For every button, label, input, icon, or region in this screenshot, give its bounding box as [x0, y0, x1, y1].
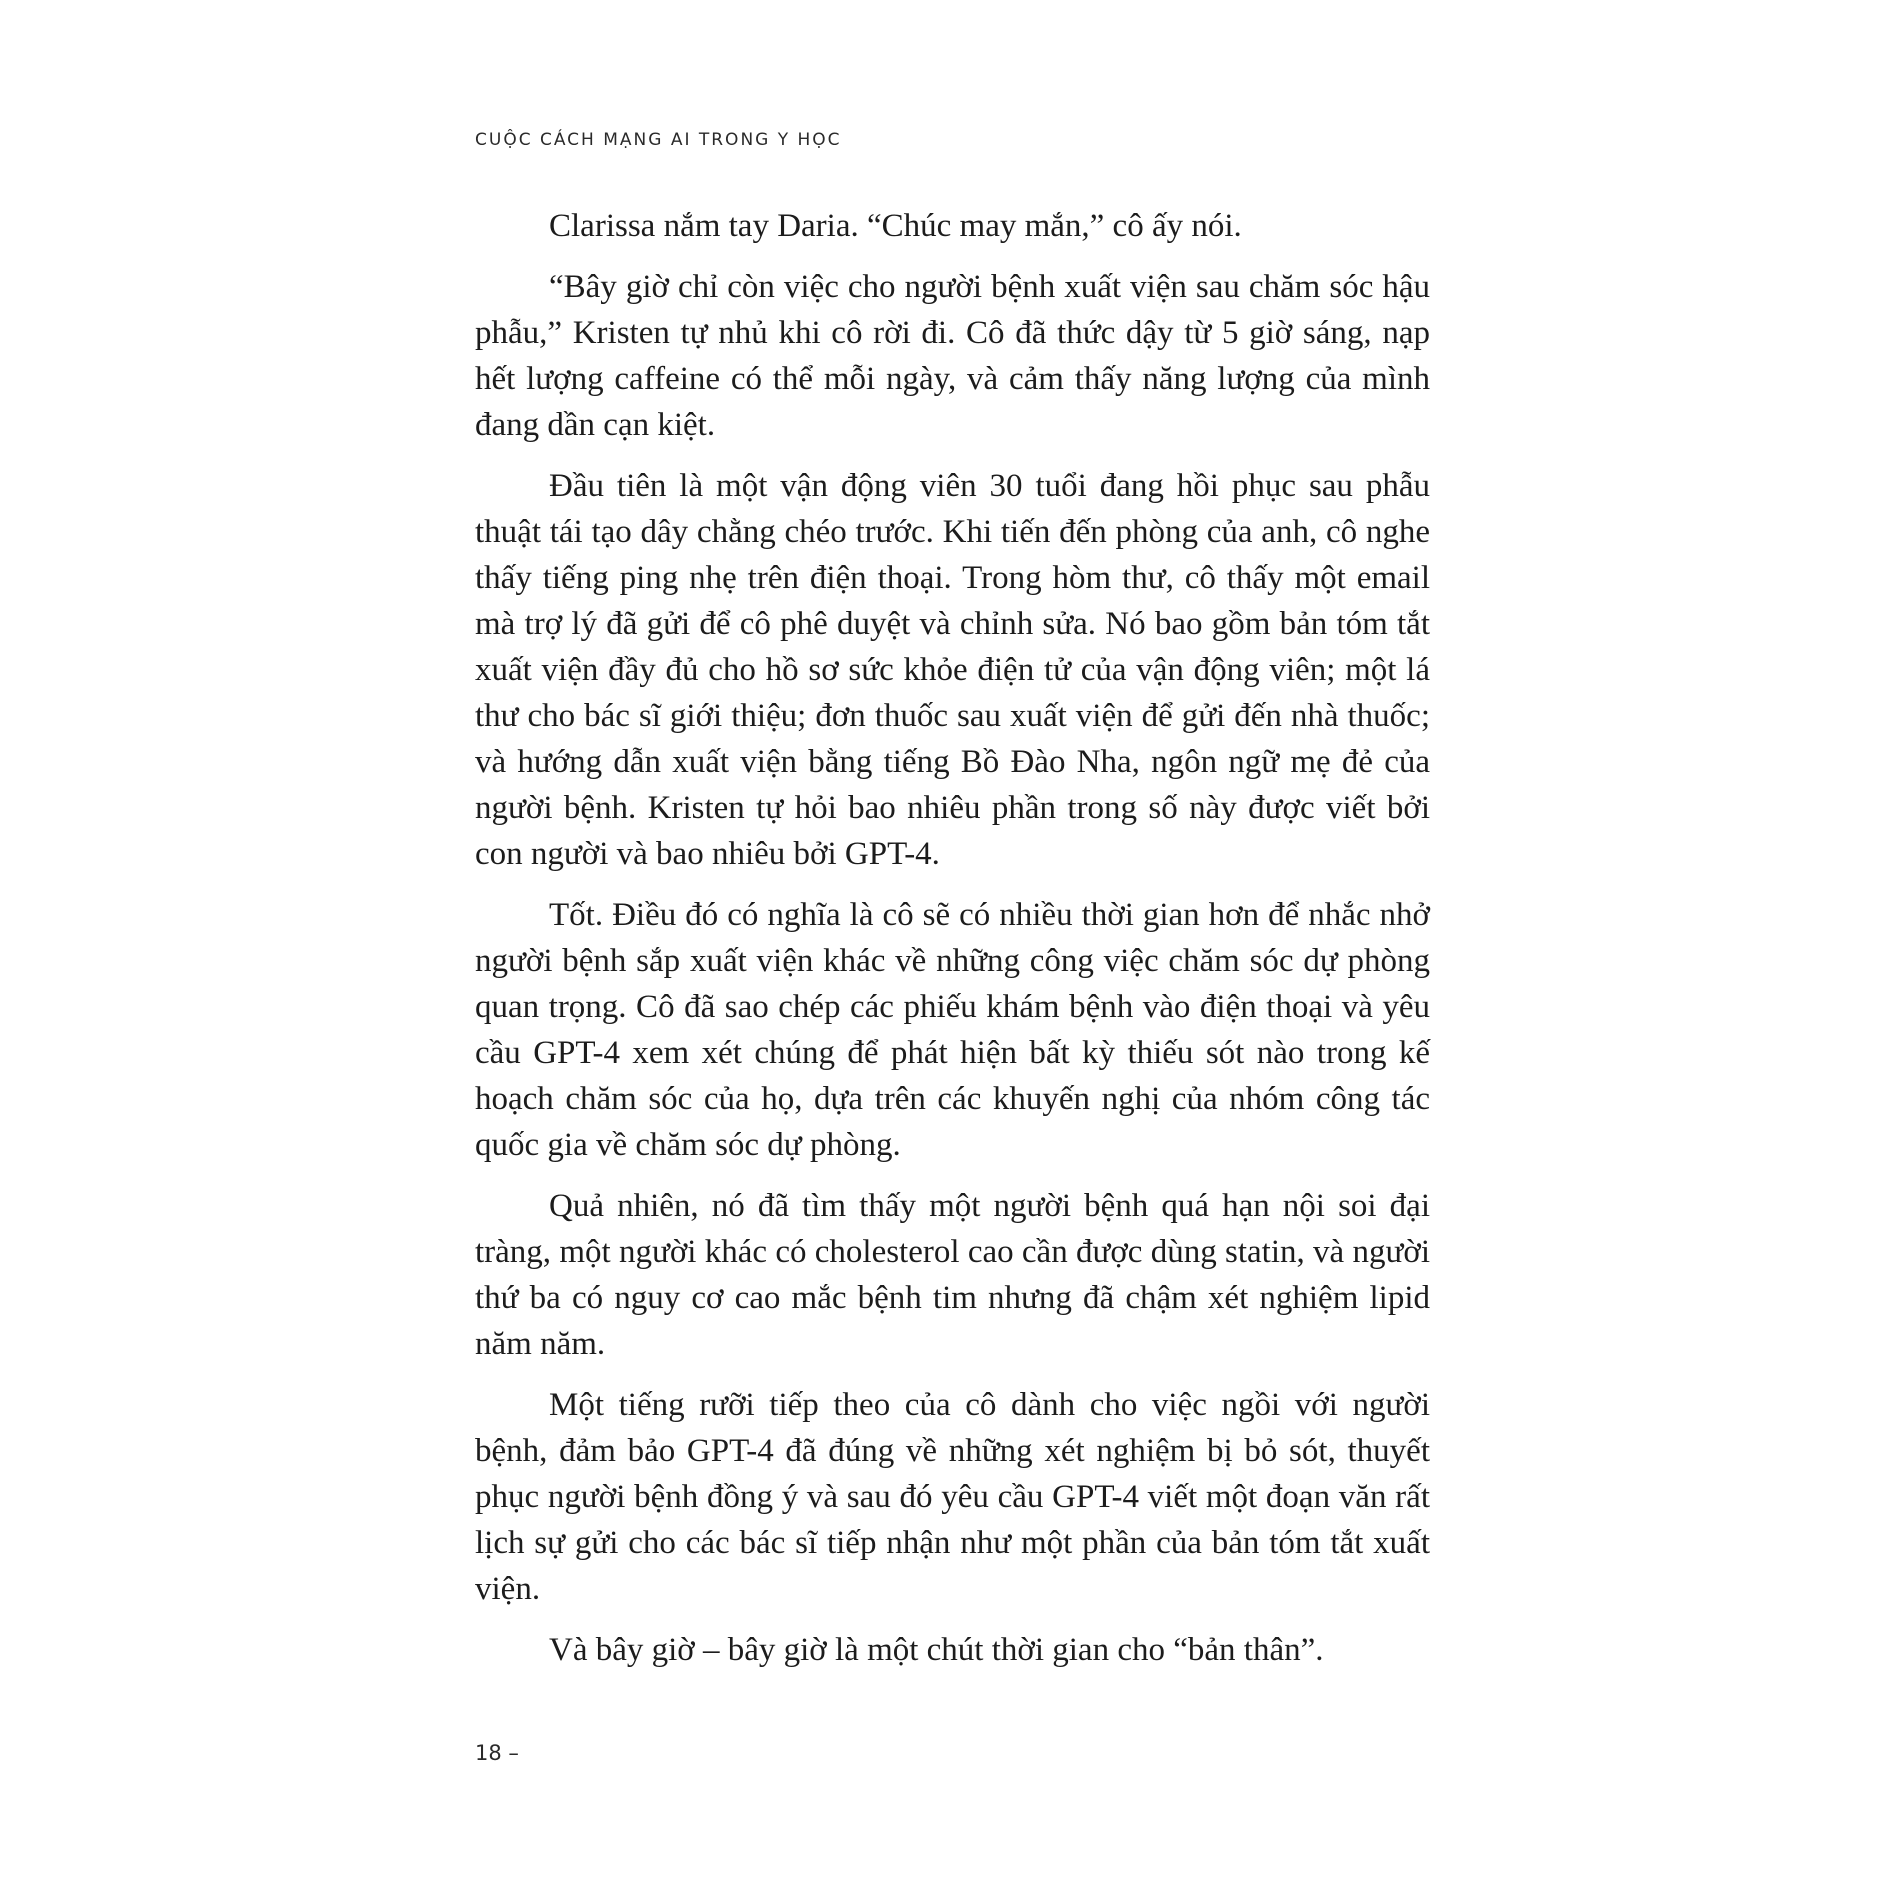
paragraph: Đầu tiên là một vận động viên 30 tuổi đang hồi phục sau phẫu thuật tái tạo dây chằng chéo trước. Khi tiến đến phòng của anh, cô nghe thấy tiếng ping nhẹ trên điện thoại. Trong hòm thư, cô thấy một email mà trợ lý đã gửi để cô phê duyệt và chỉnh sửa. Nó bao gồm bản tóm tắt xuất viện đầy đủ cho hồ sơ sức khỏe điện tử của vận động viên; một lá thư cho bác sĩ giới thiệu; đơn thuốc sau xuất viện để gửi đến nhà thuốc; và hướng dẫn xuất viện bằng tiếng Bồ Đào Nha, ngôn ngữ mẹ đẻ của người bệnh. Kristen tự hỏi bao nhiêu phần trong số này được viết bởi con người và bao nhiêu bởi GPT-4. [475, 468, 1430, 872]
paragraph: Và bây giờ – bây giờ là một chút thời gian cho “bản thân”. [549, 1632, 1324, 1668]
running-header: CUỘC CÁCH MẠNG AI TRONG Y HỌC [475, 130, 842, 150]
paragraph: Tốt. Điều đó có nghĩa là cô sẽ có nhiều thời gian hơn để nhắc nhở người bệnh sắp xuất viện khác về những công việc chăm sóc dự phòng quan trọng. Cô đã sao chép các phiếu khám bệnh vào điện thoại và yêu cầu GPT-4 xem xét chúng để phát hiện bất kỳ thiếu sót nào trong kế hoạch chăm sóc của họ, dựa trên các khuyến nghị của nhóm công tác quốc gia về chăm sóc dự phòng. [475, 897, 1430, 1163]
paragraph: Clarissa nắm tay Daria. “Chúc may mắn,” cô ấy nói. [549, 208, 1242, 244]
paragraph: Một tiếng rưỡi tiếp theo của cô dành cho việc ngồi với người bệnh, đảm bảo GPT-4 đã đúng về những xét nghiệm bị bỏ sót, thuyết phục người bệnh đồng ý và sau đó yêu cầu GPT-4 viết một đoạn văn rất lịch sự gửi cho các bác sĩ tiếp nhận như một phần của bản tóm tắt xuất viện. [475, 1387, 1430, 1607]
body-text [475, 203, 1430, 1673]
page-number: 18 – [475, 1741, 519, 1765]
paragraph: Quả nhiên, nó đã tìm thấy một người bệnh quá hạn nội soi đại tràng, một người khác có cholesterol cao cần được dùng statin, và người thứ ba có nguy cơ cao mắc bệnh tim nhưng đã chậm xét nghiệm lipid năm năm. [475, 1188, 1430, 1362]
paragraph: “Bây giờ chỉ còn việc cho người bệnh xuất viện sau chăm sóc hậu phẫu,” Kristen tự nhủ khi cô rời đi. Cô đã thức dậy từ 5 giờ sáng, nạp hết lượng caffeine có thể mỗi ngày, và cảm thấy năng lượng của mình đang dần cạn kiệt. [475, 269, 1430, 443]
